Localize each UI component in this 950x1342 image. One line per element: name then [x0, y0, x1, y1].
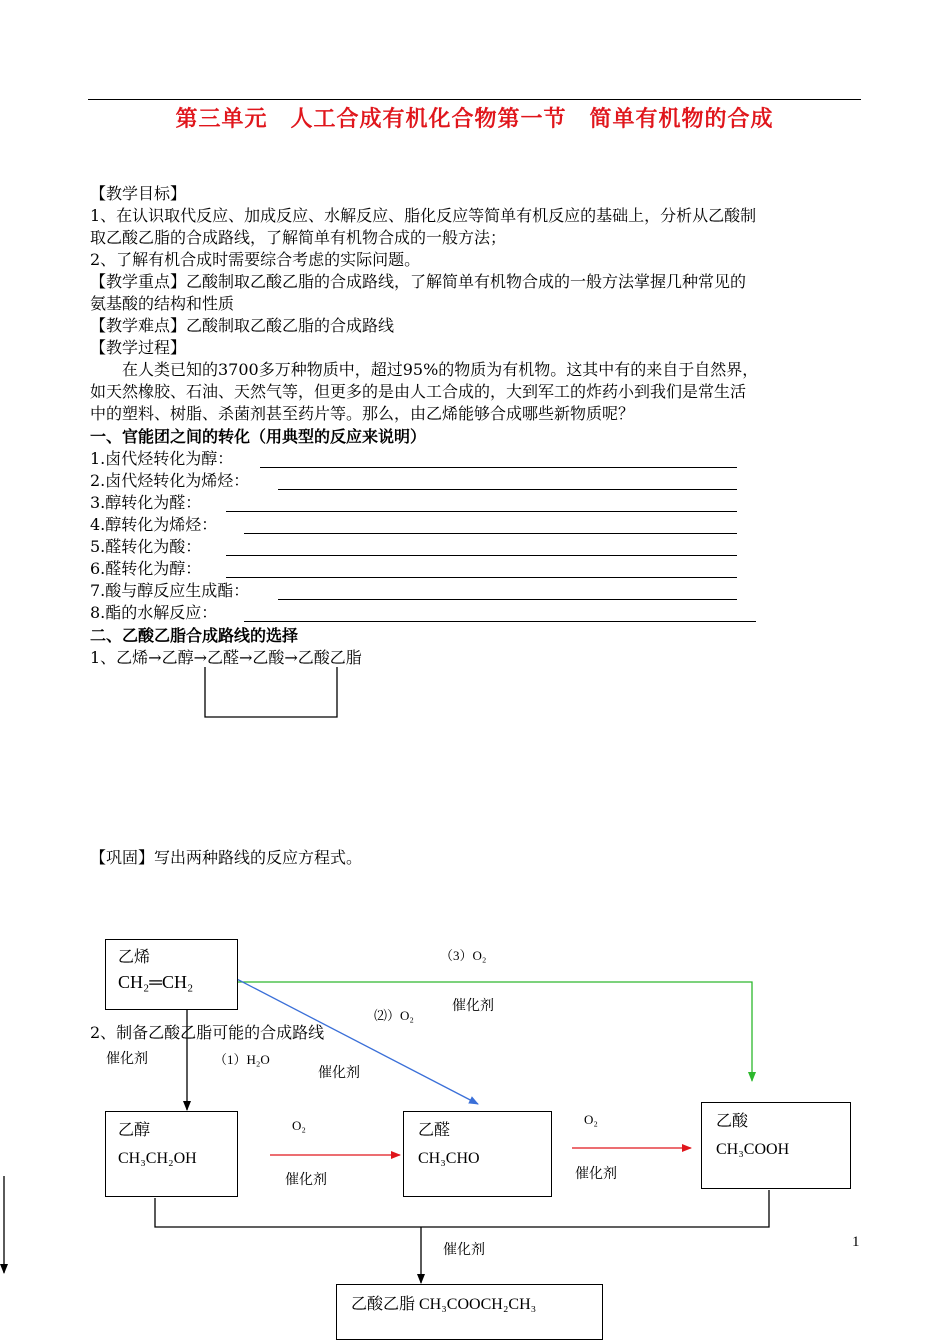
key-point-b: 氨基酸的结构和性质 [90, 294, 235, 313]
section-2-heading: 二、乙酸乙脂合成路线的选择 [90, 626, 299, 645]
acetic-acid-formula: CH₃COOH [716, 1141, 790, 1158]
conversion-item: 7.酸与醇反应生成酯： [90, 581, 250, 600]
objective-1a: 1、在认识取代反应、加成反应、水解反应、脂化反应等简单有机反应的基础上，分析从乙酸制 [90, 206, 757, 225]
route-1: 1、乙烯→乙醇→乙醛→乙酸→乙酸乙脂 [90, 648, 362, 667]
acetic-acid-name: 乙酸 [716, 1113, 749, 1130]
ethanol-name: 乙醇 [118, 1122, 151, 1139]
conversion-item: 4.醇转化为烯烃： [90, 515, 218, 534]
step1-reagent: （1）H₂O [214, 1052, 270, 1067]
section-1-heading: 一、官能团之间的转化（用典型的反应来说明） [90, 427, 427, 446]
page-title: 第三单元 人工合成有机化合物第一节 简单有机物的合成 [175, 107, 774, 132]
ethanol-formula: CH₃CH₂OH [118, 1150, 197, 1167]
objective-2: 2、了解有机合成时需要综合考虑的实际问题。 [90, 250, 421, 269]
step2-catalyst: 催化剂 [318, 1066, 360, 1081]
ester-catalyst: 催化剂 [443, 1243, 485, 1258]
difficulty: 【教学难点】乙酸制取乙酸乙脂的合成路线 [90, 316, 395, 335]
conversion-item: 1.卤代烃转化为醇： [90, 449, 234, 468]
process-heading: 【教学过程】 [90, 338, 187, 357]
ethylene-name: 乙烯 [118, 949, 151, 966]
intro-line-b: 如天然橡胶、石油、天然气等，但更多的是由人工合成的，大到军工的炸药小到我们是常生活 [90, 382, 747, 401]
consolidate-prompt: 【巩固】写出两种路线的反应方程式。 [90, 848, 363, 867]
oxid1-reagent: O₂ [292, 1118, 306, 1133]
conversion-item: 8.酯的水解反应： [90, 603, 218, 622]
step2-reagent: ⑵）O₂ [374, 1008, 414, 1023]
ester-label: 乙酸乙脂 CH₃COOCH₂CH₃ [351, 1296, 537, 1313]
conversion-item: 3.醇转化为醛： [90, 493, 202, 512]
acetaldehyde-name: 乙醛 [418, 1122, 451, 1139]
conversion-item: 6.醛转化为醇： [90, 559, 202, 578]
oxid1-catalyst: 催化剂 [285, 1173, 327, 1188]
conversion-item: 5.醛转化为酸： [90, 537, 202, 556]
intro-line-c: 中的塑料、树脂、杀菌剂甚至药片等。那么，由乙烯能够合成哪些新物质呢？ [90, 404, 635, 423]
ethylene-formula: CH₂═CH₂ [118, 972, 194, 992]
conversion-item: 2.卤代烃转化为烯烃： [90, 471, 250, 490]
route-2-label: 2、制备乙酸乙脂可能的合成路线 [90, 1023, 325, 1042]
page-number: 1 [852, 1234, 860, 1250]
route-1-bracket [205, 667, 337, 717]
objectives-heading: 【教学目标】 [90, 184, 187, 203]
step3-catalyst: 催化剂 [452, 999, 494, 1014]
objective-1b: 取乙酸乙脂的合成路线，了解简单有机物合成的一般方法； [90, 228, 507, 247]
oxid2-catalyst: 催化剂 [575, 1167, 617, 1182]
key-point-a: 【教学重点】乙酸制取乙酸乙脂的合成路线，了解简单有机物合成的一般方法掌握几种常见的 [90, 272, 747, 291]
step1-catalyst: 催化剂 [106, 1052, 148, 1067]
acetaldehyde-formula: CH₃CHO [418, 1150, 480, 1167]
oxid2-reagent: O₂ [584, 1112, 598, 1127]
step3-reagent: （3）O₂ [440, 948, 487, 963]
intro-line-a: 在人类已知的3700多万种物质中，超过95%的物质为有机物。这其中有的来自于自然界， [90, 360, 759, 379]
